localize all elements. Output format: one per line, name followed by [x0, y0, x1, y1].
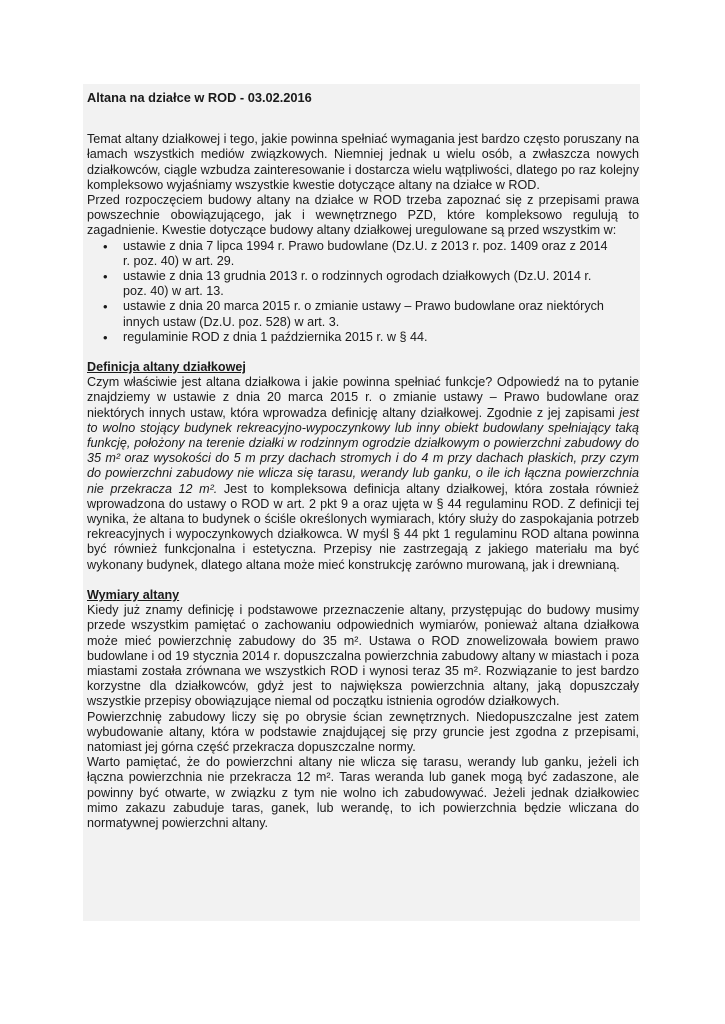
definition-text-italic: jest to wolno stojący budynek rekreacyjno-wypoczynkowy lub inny obiekt budowlany spełniający taką funkcję, położony na terenie działki w rodzinnym ogrodzie działkowym o powierzchni zabudowy do 35 m² oraz wysokości do 5 m przy dachach stromych i do 4 m przy dachach płaskich, przy czym do powierzchni zabudowy nie wlicza się tarasu, werandy lub ganku, o ile ich łączna powierzchnia nie przekracza 12 m².: [87, 405, 639, 496]
document-title: Altana na działce w ROD - 03.02.2016: [87, 90, 312, 105]
document-content: [87, 90, 639, 831]
definition-text-after: Jest to kompleksowa definicja altany działkowej, która została również wprowadzona do ustawy o ROD w art. 2 pkt 9 a oraz ujęta w § 44 regulaminu ROD. Z definicji tej wynika, że altana to budynek o ściśle określonych wymiarach, który służy do zaspokajania potrzeb rekreacyjnych i wypoczynkowych działkowca. W myśl § 44 pkt 1 regulaminu ROD altana powinna być również funkcjonalna i estetyczna. Przepisy nie zastrzegają z jakiego materiału ma być wykonany budynek, dlatego altana może mieć konstrukcję zarówno murowaną, jak i drewnianą.: [87, 481, 639, 572]
list-item: • regulaminie ROD z dnia 1 października 2015 r. w § 44.: [123, 330, 639, 345]
dimensions-paragraph-3: Warto pamiętać, że do powierzchni altany nie wlicza się tarasu, werandy lub ganku, jeżeli ich łączna powierzchnia nie przekracza 12 m². Taras weranda lub ganek mogą być zadaszone, ale powinny być otwarte, w związku z tym nie wolno ich zabudowywać. Jeżeli jednak działkowiec mimo zakazu zabuduje taras, ganek, lub werandę, to ich powierzchnia będzie wliczana do normatywnej powierzchni altany.: [87, 755, 639, 830]
definition-text-before: Czym właściwie jest altana działkowa i jakie powinna spełniać funkcje? Odpowiedź na to pytanie znajdziemy w ustawie z dnia 20 marca 2015 r. o zmianie ustawy – Prawo budowlane oraz niektórych innych ustaw, która wprowadza definicję altany działkowej. Zgodnie z jej zapisami: [87, 375, 639, 420]
intro-paragraph-2: Przed rozpoczęciem budowy altany na działce w ROD trzeba zapoznać się z przepisami prawa powszechnie obowiązującego, jak i wewnętrznego PZD, które kompleksowo regulują to zagadnienie. Kwestie dotyczące budowy altany działkowej uregulowane są przed wszystkim w:: [87, 193, 639, 238]
section-heading-definition: Definicja altany działkowej: [87, 360, 246, 375]
dimensions-paragraph-1: Kiedy już znamy definicję i podstawowe przeznaczenie altany, przystępując do budowy musimy przede wszystkim pamiętać o zachowaniu odpowiednich wymiarów, ponieważ altana działkowa może mieć powierzchnię zabudowy do 35 m². Ustawa o ROD znowelizowała bowiem prawo budowlane i od 19 stycznia 2014 r. dopuszczalna powierzchnia zabudowy altany w miastach i poza miastami została zrównana we wszystkich ROD i wynosi teraz 35 m². Rozwiązanie to jest bardzo korzystne dla działkowców, gdyż jest to największa powierzchnia altany, jaką dopuszczały wszystkie przepisy obowiązujące niemal od początku istnienia ogrodów działkowych.: [87, 603, 639, 709]
law-list: [87, 239, 639, 345]
list-item: • ustawie z dnia 20 marca 2015 r. o zmianie ustawy – Prawo budowlane oraz niektórych innych ustaw (Dz.U. poz. 528) w art. 3.: [123, 299, 639, 329]
dimensions-paragraph-2: Powierzchnię zabudowy liczy się po obrysie ścian zewnętrznych. Niedopuszczalne jest zatem wybudowanie altany, która w podstawie znajdującej się przy gruncie jest zgodna z przepisami, natomiast jej górna część przekracza dopuszczalne normy.: [87, 709, 639, 754]
definition-paragraph: [87, 375, 639, 573]
list-item: • ustawie z dnia 13 grudnia 2013 r. o rodzinnych ogrodach działkowych (Dz.U. 2014 r. poz. 40) w art. 13.: [123, 269, 639, 299]
section-heading-dimensions: Wymiary altany: [87, 587, 180, 602]
list-item: • ustawie z dnia 7 lipca 1994 r. Prawo budowlane (Dz.U. z 2013 r. poz. 1409 oraz z 2014 r. poz. 40) w art. 29.: [123, 239, 639, 269]
intro-paragraph-1: Temat altany działkowej i tego, jakie powinna spełniać wymagania jest bardzo często poruszany na łamach wszystkich mediów związkowych. Niemniej jednak u wielu osób, a zwłaszcza nowych działkowców, ciągle wzbudza zainteresowanie i dostarcza wielu wątpliwości, dlatego po raz kolejny kompleksowo wyjaśniamy wszystkie kwestie dotyczące altany na działce w ROD.: [87, 132, 639, 192]
